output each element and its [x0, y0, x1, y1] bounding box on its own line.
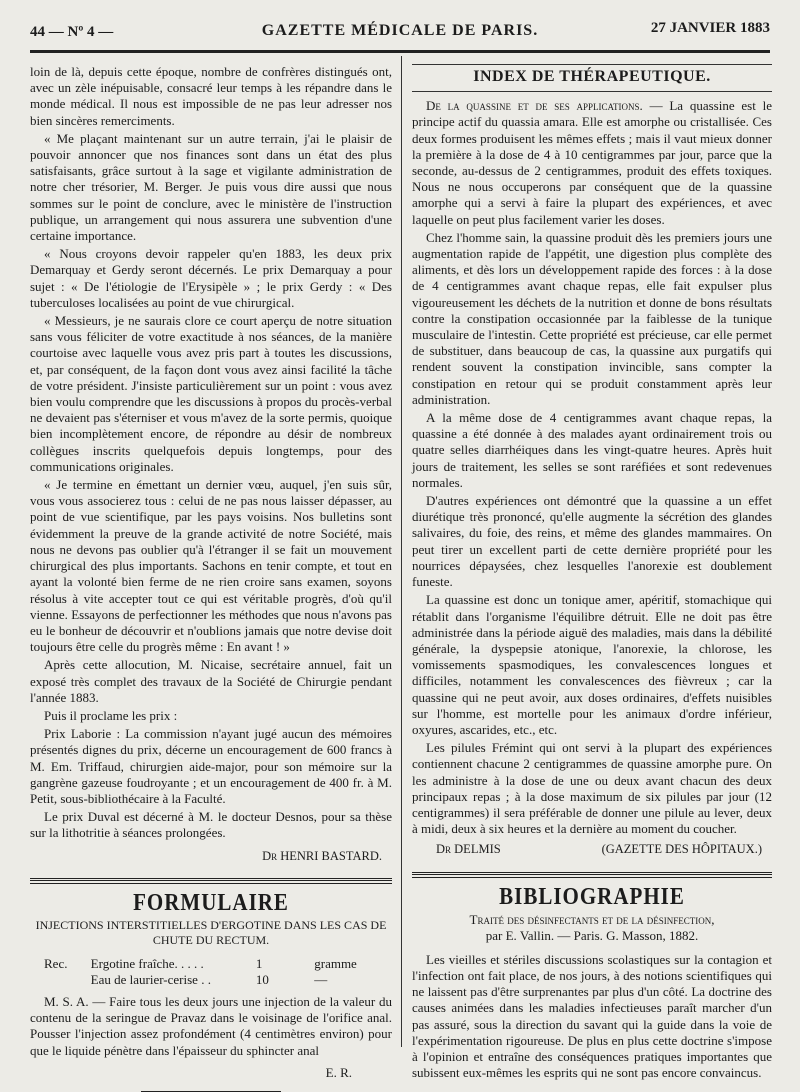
page-number: 44 — Nº 4 —	[30, 24, 114, 40]
formulaire-title: FORMULAIRE	[133, 887, 289, 916]
section-separator	[412, 872, 772, 878]
author-signature: Dr HENRI BASTARD.	[262, 848, 382, 863]
paragraph: A la même dose de 4 centigrammes avant chaque repas, la quassine a été donnée à des malades ayant ordinairement trois ou quatre selles diarrhéiques dans les vingt-quatre heures. Après huit jours de traitement, les selles se sont raréfiées et sont redevenues normales.	[412, 410, 772, 490]
article-signature: Dr DELMIS (GAZETTE DES HÔPITAUX.)	[436, 842, 762, 857]
paragraph: Les pilules Frémint qui ont servi à la plupart des expériences contiennent chacune 2 centigrammes de quassine amorphe pure. On les administre à la dose de une ou deux avant chacun des deux principaux repas ; à la dose maximum de six pilules par jour (12 centigrammes) il sera préférable de donner une pilule au lever, deux à midi, deux à six heures et la dernière au moment du coucher.	[412, 740, 772, 837]
page-header	[30, 18, 770, 48]
section-separator	[30, 878, 392, 884]
paragraph: loin de là, depuis cette époque, nombre de confrères distingués ont, avec un zèle inépuisable, consacré leur temps à les répandre dans le monde médical. Il nous est impossible de ne pas leur adresser nos bien sincères remerciments.	[30, 64, 392, 128]
paragraph: Chez l'homme sain, la quassine produit dès les premiers jours une augmentation rapide de l'appétit, une digestion plus complète des aliments, et dès lors un développement rapide des forces : à la dose de 4 centigrammes avant chaque repas, elle fait expulser plus vigoureusement les déchets de la nutrition et donne de bons résultats contre la constipation occasionnée par la faiblesse de la tunique musculaire de l'intestin. Cette propriété est précieuse, car elle permet de substituer, dans beaucoup de cas, la quassine aux purgatifs qui rendent souvent la constipation invincible, sans compter la constipation en retour qui se produit constamment après leur administration.	[412, 229, 772, 407]
recipe-row: Rec. Ergotine fraîche. . . . . 1 gramme	[44, 955, 357, 971]
paragraph: « Je termine en émettant un dernier vœu, auquel, j'en suis sûr, vous vous associerez tous : celui de ne pas nous laisser dépasser, au point de vue scientifique, par les pays voisins. Nos bulletins sont évidemment la preuve de la grande activité de notre Société, mais nous ne devons pas oublier qu'à l'étranger il se fait un mouvement chirurgical des plus importants. Sachons en tenir compte, et tout en ayant la volonté bien ferme de ne rien croire sans examen, soyons résolus à vite accepter tout ce qui est véritable progrès, d'où qu'il vienne. Essayons de perfectionner les méthodes que nous n'avons pas eu le bonheur de découvrir et n'oublions jamais que notre devise doit toujours être celle du progrès même : En avant ! »	[30, 477, 392, 655]
issue-date: 27 JANVIER 1883	[650, 20, 770, 36]
paragraph: Les vieilles et stériles discussions scolastiques sur la contagion et l'infection ont fait place, de nos jours, à des notions scientifiques qui ne laissent pas d'être surprenantes par plus d'un côté. La doctrine des causes animées dans les maladies infectieuses paraît marcher d'un pas assuré, sous la direction du savant qui la guide dans la voie de l'expérimentation rigoureuse. De plus en plus cette doctrine s'impose à l'opinion et entraîne des conséquences pratiques importantes que subissent eux-mêmes les esprits qui ne sont pas encore convaincus.	[412, 951, 772, 1081]
paragraph: Puis il proclame les prix :	[44, 707, 178, 723]
paragraph: « Messieurs, je ne saurais clore ce court aperçu de notre situation sans vous féliciter de votre exactitude à nos séances, de la manière courtoise avec laquelle vous avez pris part à toutes les discussions, et, par conséquent, de la façon dont vous avez ainsi facilité la tâche de votre président. J'insiste particulièrement sur un point : vous avez bien voulu comprendre que les discussions à propos du procès-verbal ne devaient pas s'éterniser et vous m'avez de la sorte permis, quoique bien incomplètement encore, de répondre au désir de nombreux collègues inscrits quelquefois depuis longtemps, pour des communications originales.	[30, 313, 392, 474]
paragraph: La quassine est donc un tonique amer, apéritif, stomachique qui rétablit dans l'organisme l'équilibre détruit. Elle ne doit pas être administrée dans la période aiguë des maladies, mais dans la débilité générale, la dyspepsie atonique, l'anorexie, la chlorose, les vomissements spasmodiques, les convalescences longues et difficiles, notamment les convalescences des fièvreux ; car la quassine qui ne peut avoir, aux doses ordinaires, d'effets nuisibles sur l'homme, est mortelle pour les animaux d'ordre inférieur, oxyures, ascarides, etc., etc.	[412, 592, 772, 737]
bibliographie-title: BIBLIOGRAPHIE	[499, 881, 685, 910]
paragraph: Le prix Duval est décerné à M. le docteur Desnos, pour sa thèse sur la lithotritie à séances prolongées.	[30, 809, 392, 841]
right-column	[412, 64, 772, 1083]
recipe	[30, 956, 392, 988]
formulaire-signature: E. R.	[325, 1064, 352, 1080]
column-divider	[401, 56, 402, 1047]
header-rule	[30, 50, 770, 53]
article-lead-title: De la quassine et de ses applications.	[426, 98, 643, 114]
paragraph: De la quassine et de ses applications. — La quassine est le principe actif du quassia amara. Elle est amorphe ou cristallisée. Ces deux formes produisent les mêmes effets ; mais il vaut mieux donner la première à la dose de 4 à 10 centigrammes par jour, parce que la seconde, au-dessus de 2 centigrammes, produit des effets toxiques. Nous ne nous occuperons par conséquent que de la quassine amorphe qui a servi à faire la plupart des expériences, et avec laquelle on peut plus facilement varier les doses.	[412, 98, 772, 227]
paragraph: « Nous croyons devoir rappeler qu'en 1883, les deux prix Demarquay et Gerdy seront décernés. Le prix Demarquay a pour sujet : « De l'étiologie de l'Erysipèle » ; le prix Gerdy : « Des tuberculoses localisées au point de vue chirurgical.	[30, 246, 392, 310]
formulaire-subtitle: INJECTIONS INTERSTITIELLES D'ERGOTINE DANS LES CAS DE CHUTE DU RECTUM.	[35, 917, 387, 947]
recipe-row: Eau de laurier-cerise . . 10 —	[90, 971, 328, 987]
paragraph: « Me plaçant maintenant sur un autre terrain, j'ai le plaisir de pouvoir annoncer que nos finances sont dans un état des plus satisfaisants, grâce surtout à la sage et vigilante administration de notre cher trésorier, M. Berger. Je puis vous dire aussi que nous sommes sur le point de conclure, avec le ministère de l'instruction publique, un arrangement qui nous assurera une subvention d'une certaine importance.	[30, 130, 392, 244]
book-reference: Traité des désinfectants et de la désinfection, par E. Vallin. — Paris. G. Masson, 1882.	[469, 911, 715, 943]
section-rule	[412, 91, 772, 92]
paragraph: M. S. A. — Faire tous les deux jours une injection de la valeur du contenu de la seringue de Pravaz dans le voisinage de l'orifice anal. Pousser l'injection assez profondément (4 centimètres environ) pour que le liquide pénètre dans l'épaisseur du sphincter anal	[30, 993, 392, 1058]
journal-title: GAZETTE MÉDICALE DE PARIS.	[261, 22, 539, 39]
left-column	[30, 64, 392, 1092]
section-rule	[412, 64, 772, 65]
paragraph: Prix Laborie : La commission n'ayant jugé aucun des mémoires présentés dignes du prix, décerne un encouragement de 600 francs à M. Em. Triffaud, chirurgien aide-major, pour son mémoire sur la gangrène gazeuse foudroyante ; et un encouragement de 400 fr. à M. Petit, sous-bibliothécaire à la Faculté.	[30, 726, 392, 806]
index-title: INDEX DE THÉRAPEUTIQUE.	[473, 68, 711, 85]
paragraph: Après cette allocution, M. Nicaise, secrétaire annuel, fait un exposé très complet des travaux de la Société de Chirurgie pendant l'année 1883.	[30, 657, 392, 705]
paragraph: D'autres expériences ont démontré que la quassine a un effet diurétique très prononcé, qu'elle augmente la sécrétion des glandes salivaires, du foie, des reins, et même des glandes mammaires. On peut tirer un excellent parti de cette dernière propriété pour les nourrices dépaysées, chez lesquelles l'anorexie est doublement funeste.	[412, 493, 772, 590]
